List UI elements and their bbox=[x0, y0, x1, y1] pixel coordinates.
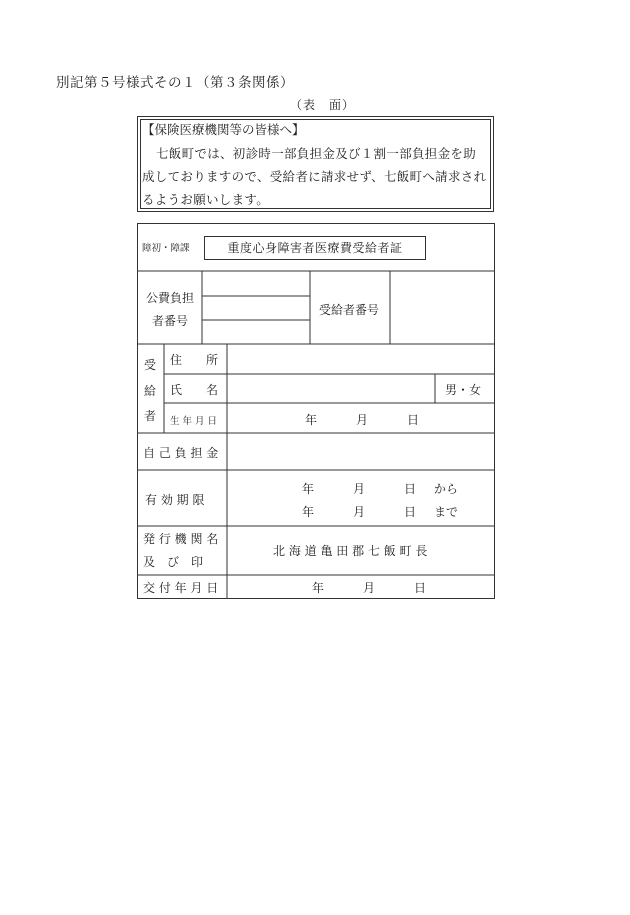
validity-until-suffix: まで bbox=[434, 505, 459, 519]
birthdate-label: 生 年 月 日 bbox=[170, 416, 218, 427]
certificate-title: 重度心身障害者医療費受給者証 bbox=[204, 236, 426, 260]
notice-box bbox=[137, 116, 494, 212]
issue-date-day: 日 bbox=[414, 581, 427, 595]
validity-until-day: 日 bbox=[404, 505, 417, 519]
validity-until-year: 年 bbox=[302, 505, 315, 519]
issuer-value: 北 海 道 亀 田 郡 七 飯 町 長 bbox=[273, 544, 428, 558]
birthdate-day: 日 bbox=[407, 413, 420, 427]
address-label: 住 所 bbox=[170, 353, 219, 367]
issuer-label-2: 及 び 印 bbox=[143, 555, 204, 569]
recipient-label-1: 受 bbox=[144, 358, 157, 372]
name-label: 氏 名 bbox=[170, 383, 219, 397]
front-side-label: （表 面） bbox=[290, 98, 356, 112]
validity-from-suffix: から bbox=[434, 482, 459, 496]
issue-date-month: 月 bbox=[363, 581, 376, 595]
validity-from-year: 年 bbox=[302, 482, 315, 496]
validity-from-month: 月 bbox=[353, 482, 366, 496]
notice-body: 七飯町では、初診時一部負担金及び１割一部負担金を助成しておりますので、受給者に請求せず、七飯町へ請求されるようお願いします。 bbox=[142, 146, 487, 207]
validity-until-month: 月 bbox=[353, 505, 366, 519]
recipient-number-label: 受給者番号 bbox=[319, 303, 380, 317]
recipient-label-2: 給 bbox=[144, 384, 157, 398]
birthdate-year: 年 bbox=[305, 413, 318, 427]
copay-label: 自 己 負 担 金 bbox=[143, 446, 219, 460]
validity-from-day: 日 bbox=[404, 482, 417, 496]
payer-number-label-2: 者番号 bbox=[152, 314, 189, 328]
validity-label: 有 効 期 限 bbox=[145, 493, 205, 507]
recipient-label-3: 者 bbox=[144, 409, 157, 423]
issuer-label-1: 発 行 機 関 名 bbox=[143, 532, 219, 546]
certificate-table bbox=[137, 223, 495, 599]
issue-date-label: 交 付 年 月 日 bbox=[143, 581, 219, 595]
birthdate-month: 月 bbox=[356, 413, 369, 427]
category-label: 障初・障課 bbox=[142, 243, 190, 254]
issue-date-year: 年 bbox=[312, 581, 325, 595]
payer-number-label-1: 公費負担 bbox=[146, 291, 195, 305]
form-number-heading: 別記第５号様式その１（第３条関係） bbox=[56, 75, 294, 91]
gender-options: 男・女 bbox=[445, 383, 482, 397]
notice-title: 【保険医療機関等の皆様へ】 bbox=[142, 122, 305, 137]
